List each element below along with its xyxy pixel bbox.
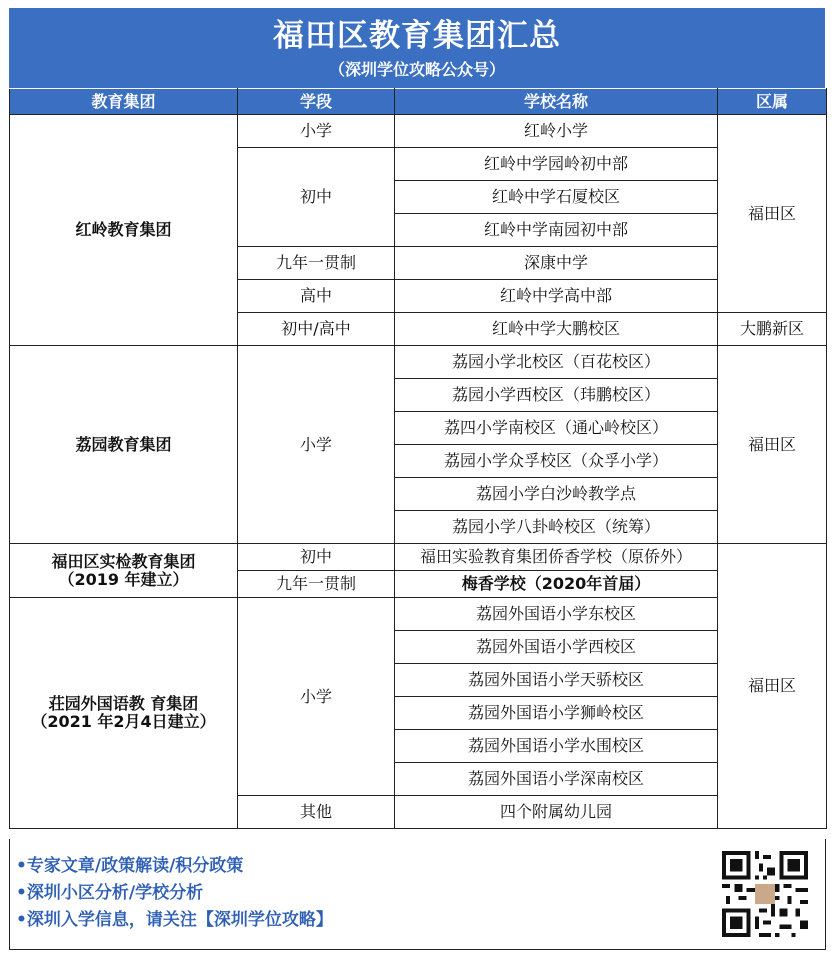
stage-cell: 其他 bbox=[238, 796, 395, 829]
district-cell: 福田区 bbox=[718, 346, 827, 544]
qr-code-icon bbox=[722, 851, 808, 937]
stage-cell: 九年一贯制 bbox=[238, 571, 395, 598]
table-row bbox=[10, 346, 827, 379]
school-cell: 红岭小学 bbox=[395, 115, 718, 148]
school-cell: 荔园小学众孚校区（众孚小学） bbox=[395, 445, 718, 478]
school-cell: 荔园外国语小学东校区 bbox=[395, 598, 718, 631]
school-cell: 荔园外国语小学西校区 bbox=[395, 631, 718, 664]
group-note: （2019 年建立） bbox=[58, 569, 189, 589]
footer-box bbox=[9, 839, 826, 950]
table-header-row bbox=[10, 89, 827, 115]
stage-cell: 初中 bbox=[238, 544, 395, 571]
school-cell: 深康中学 bbox=[395, 247, 718, 280]
footer-line: •专家文章/政策解读/积分政策 bbox=[16, 856, 244, 876]
school-cell: 荔园小学北校区（百花校区） bbox=[395, 346, 718, 379]
stage-cell: 初中 bbox=[238, 148, 395, 247]
stage-cell: 初中/高中 bbox=[238, 313, 395, 346]
table-row bbox=[10, 544, 827, 571]
stage-cell: 高中 bbox=[238, 280, 395, 313]
table-row bbox=[10, 598, 827, 631]
school-cell: 荔园小学白沙岭教学点 bbox=[395, 478, 718, 511]
group-name: 福田区实检教育集团 bbox=[51, 551, 196, 571]
stage-cell: 小学 bbox=[238, 346, 395, 544]
column-header: 学校名称 bbox=[395, 89, 718, 115]
stage-cell: 小学 bbox=[238, 115, 395, 148]
column-header: 学段 bbox=[238, 89, 395, 115]
page-title: 福田区教育集团汇总 bbox=[273, 18, 561, 54]
school-cell: 梅香学校（2020年首届） bbox=[395, 571, 718, 598]
school-cell: 福田实验教育集团侨香学校（原侨外） bbox=[395, 544, 718, 571]
district-cell: 大鹏新区 bbox=[718, 313, 827, 346]
footer-line: •深圳小区分析/学校分析 bbox=[16, 883, 204, 903]
school-cell: 红岭中学高中部 bbox=[395, 280, 718, 313]
stage-cell: 九年一贯制 bbox=[238, 247, 395, 280]
school-cell: 红岭中学南园初中部 bbox=[395, 214, 718, 247]
table-row bbox=[10, 115, 827, 148]
column-header: 教育集团 bbox=[10, 89, 238, 115]
school-cell: 荔园外国语小学深南校区 bbox=[395, 763, 718, 796]
district-cell: 福田区 bbox=[718, 544, 827, 829]
school-cell: 荔园小学西校区（玮鹏校区） bbox=[395, 379, 718, 412]
school-cell: 荔园小学八卦岭校区（统筹） bbox=[395, 511, 718, 544]
stage-cell: 小学 bbox=[238, 598, 395, 796]
page-subtitle: （深圳学位攻略公众号） bbox=[328, 60, 505, 79]
group-cell: 红岭教育集团 bbox=[10, 115, 238, 346]
header-banner bbox=[9, 8, 825, 88]
school-cell: 荔园外国语小学狮岭校区 bbox=[395, 697, 718, 730]
footer-line: •深圳入学信息，请关注【深圳学位攻略】 bbox=[16, 910, 333, 930]
group-note: （2021 年2月4日建立） bbox=[31, 712, 216, 731]
district-cell: 福田区 bbox=[718, 115, 827, 313]
group-cell bbox=[10, 544, 238, 598]
group-cell: 荔园教育集团 bbox=[10, 346, 238, 544]
group-cell bbox=[10, 598, 238, 829]
school-cell: 荔四小学南校区（通心岭校区） bbox=[395, 412, 718, 445]
group-name: 荘园外国语教 育集团 bbox=[48, 694, 199, 713]
column-header: 区属 bbox=[718, 89, 827, 115]
school-cell: 红岭中学石厦校区 bbox=[395, 181, 718, 214]
school-table bbox=[9, 88, 827, 829]
school-cell: 四个附属幼儿园 bbox=[395, 796, 718, 829]
school-cell: 荔园外国语小学水围校区 bbox=[395, 730, 718, 763]
school-cell: 红岭中学园岭初中部 bbox=[395, 148, 718, 181]
school-cell: 红岭中学大鹏校区 bbox=[395, 313, 718, 346]
school-cell: 荔园外国语小学天骄校区 bbox=[395, 664, 718, 697]
